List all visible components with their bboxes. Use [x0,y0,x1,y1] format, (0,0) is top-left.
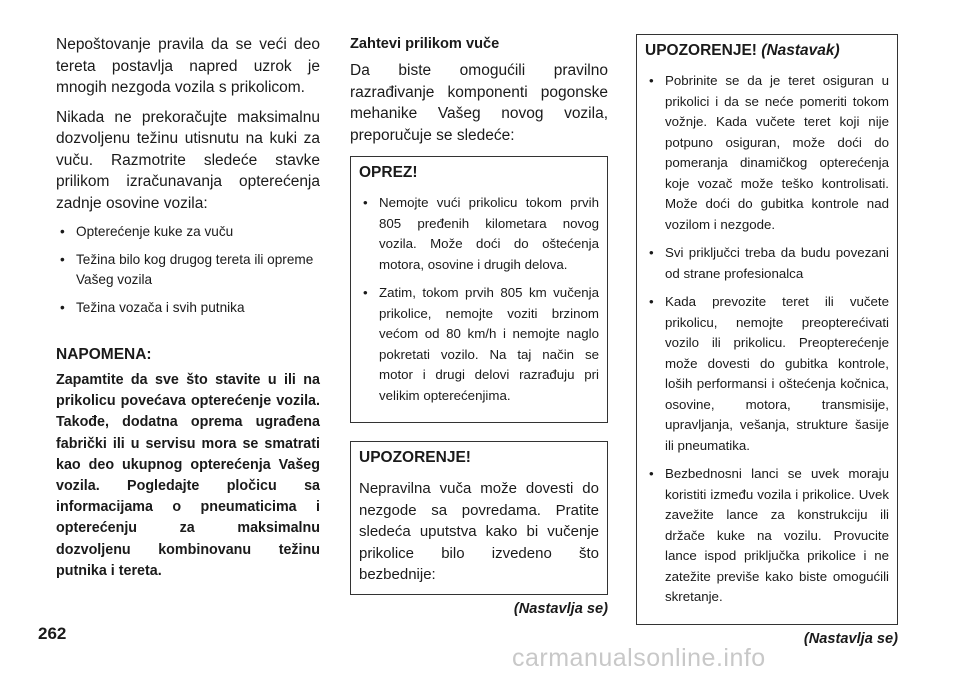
continued-label: (Nastavlja se) [513,600,608,617]
list-item: • Zatim, tokom prvih 805 km vučenja prikolice, nemojte voziti brzinom većom od 80 km/h i nemojte naglo pokretati vozilo. Na taj način se motor i drugi delovi razrađuju pri velikim opterećenjima. [359,283,599,406]
warning-box [350,441,608,595]
warning-title-suffix: (Nastavak) [761,42,840,59]
note-title: NAPOMENA: [56,346,152,363]
caution-list [359,193,599,406]
list-item: • Opterećenje kuke za vuču [56,222,320,242]
watermark: carmanualsonline.info [512,644,766,672]
page-number: 262 [38,624,67,643]
list-item: • Kada prevozite teret ili vučete prikolicu, nemojte preopterećivati vozilo ili prikolicu. Preopterećenje može dovesti do gubitka kontrole, loših performansi i oštećenja kočnica, osovine, motora, transmisije, upravljanja, vešanja, strukture šasije ili pneumatika. [645,292,889,456]
column-2 [350,34,608,617]
warning-title: UPOZORENJE! [359,449,471,466]
note-body: Zapamtite da sve što stavite u ili na prikolicu povećava opterećenje vozila. Takođe, dodatna oprema ugrađena fabrički ili u servisu mora se smatrati kao deo ukupnog opterećenja Vašeg vozila. Pogledajte pločicu sa informacijama o pneumaticima i opterećenju za maksimalnu dozvoljenu kombinovanu težinu putnika i tereta. [56,372,320,579]
warning-continued-title [645,41,889,61]
section-heading: Zahtevi prilikom vuče [350,36,500,52]
list-item: • Svi priključci treba da budu povezani od strane profesionalca [645,243,889,284]
load-items-list [56,222,320,318]
list-item: • Nemojte vući prikolicu tokom prvih 805 pređenih kilometara novog vozila. Može doći do oštećenja motora, osovine i drugih delova. [359,193,599,275]
caution-box [350,156,608,423]
list-item: • Težina vozača i svih putnika [56,298,320,318]
continued-label: (Nastavlja se) [803,630,898,647]
paragraph-intro: Da biste omogućili pravilno razrađivanje komponenti pogonske mehanike Vašeg novog vozila, preporučuje se sledeće: [350,62,608,144]
paragraph-load-front: Nepoštovanje pravila da se veći deo tereta postavlja napred uzrok je mnogih nezgoda vozila s prikolicom. [56,36,320,96]
warning-body: Nepravilna vuča može dovesti do nezgode sa povredama. Pratite sledeća uputstva kako bi vučenje prikolice bilo izvedeno što bezbednije: [359,480,599,583]
warning-continued-box [636,34,898,625]
list-item: • Bezbednosni lanci se uvek moraju koristiti između vozila i prikolice. Uvek zavežite lance za konstrukciju ili držače kuke na vozilu. Provucite lance ispod priključka prikolice i ne zatežite previše kako biste omogućili skretanje. [645,464,889,608]
column-1 [56,34,320,582]
list-item: • Težina bilo kog drugog tereta ili opreme Vašeg vozila [56,250,320,290]
column-3 [636,34,898,647]
caution-title: OPREZ! [359,164,418,181]
list-item: • Pobrinite se da je teret osiguran u prikolici i da se neće pomeriti tokom vožnje. Kada vučete teret koji nije potpuno osiguran, može doći do pomeranja dinamičkog opterećenja koje vozač može teško kontrolisati. Može doći do gubitka kontrole nad vozilom i nezgode. [645,71,889,235]
paragraph-max-weight: Nikada ne prekoračujte maksimalnu dozvoljenu težinu utisnutu na kuki za vuču. Razmotrite sledeće stavke prilikom izračunavanja opterećenja zadnje osovine vozila: [56,108,320,212]
warning-title-text: UPOZORENJE! [645,42,757,59]
warning-list [645,71,889,608]
